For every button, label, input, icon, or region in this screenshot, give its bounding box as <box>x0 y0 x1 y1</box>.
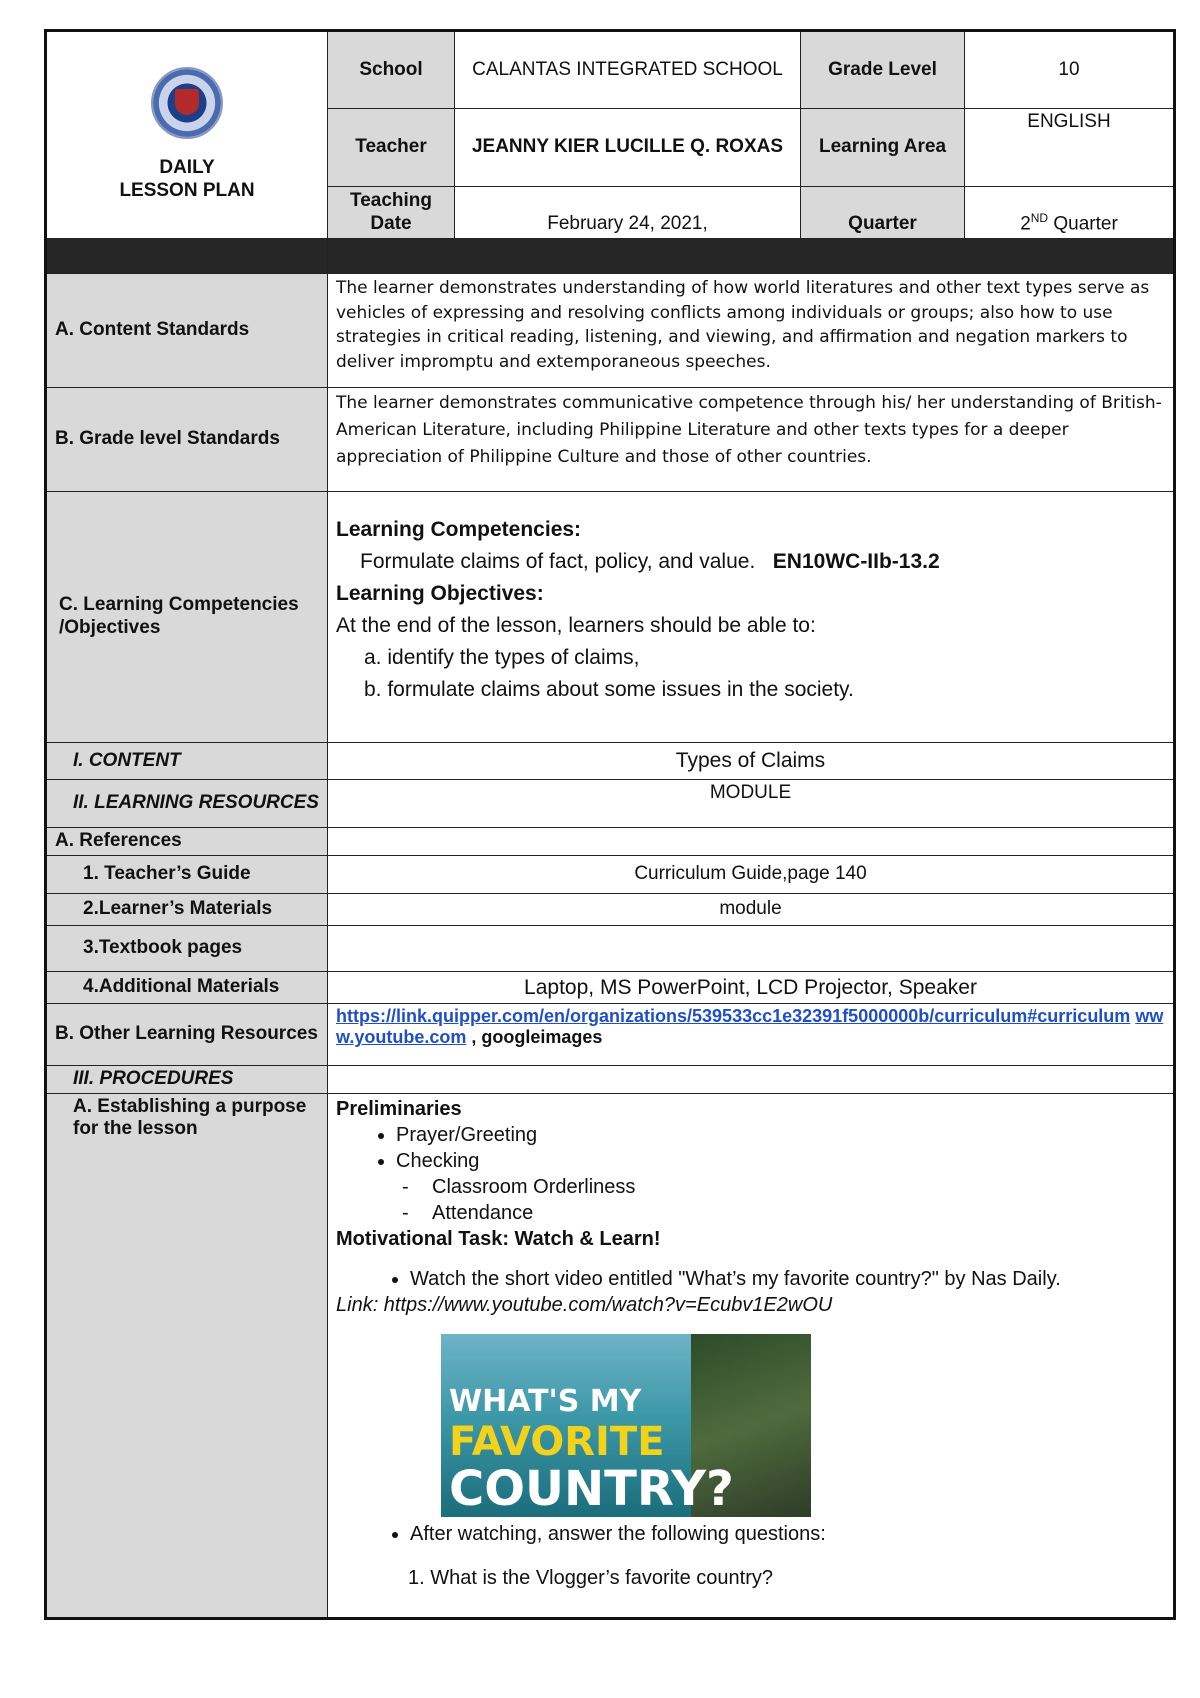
procedures-label: III. PROCEDURES <box>46 1065 328 1093</box>
procedures-value <box>328 1065 1175 1093</box>
content-value: Types of Claims <box>328 743 1175 780</box>
doc-title-line1: DAILY <box>159 157 215 179</box>
teacher-label: Teacher <box>328 109 455 187</box>
checking-list <box>336 1174 1165 1226</box>
other-resources-cell <box>328 1003 1175 1065</box>
after-list <box>336 1521 1165 1547</box>
content-standards-label: A. Content Standards <box>46 274 328 388</box>
date-label: Teaching Date <box>328 187 455 239</box>
grade-value: 10 <box>965 31 1175 109</box>
establishing-purpose-label: A. Establishing a purpose for the lesson <box>46 1093 328 1618</box>
competency-line <box>336 546 1165 578</box>
area-value: ENGLISH <box>965 109 1175 187</box>
preliminaries-list <box>336 1122 1165 1174</box>
objective-item: a. identify the types of claims, <box>364 645 640 669</box>
references-label: A. References <box>46 828 328 856</box>
quarter-label: Quarter <box>801 187 965 239</box>
grade-standards-text: The learner demonstrates communicative competence through his/ her understanding of British-American Literature, including Philippine Literature and other texts types for a deeper appreciation of Philippine Culture and those of other countries. <box>328 388 1175 492</box>
learners-materials-value: module <box>328 893 1175 925</box>
video-link[interactable]: Link: https://www.youtube.com/watch?v=Ecubv1E2wOU <box>336 1293 833 1316</box>
doc-title-line2: LESSON PLAN <box>119 180 255 201</box>
objectives-intro: At the end of the lesson, learners should be able to: <box>336 613 816 637</box>
list-item: • Prayer/Greeting <box>396 1122 1165 1148</box>
watch-list <box>336 1266 1165 1292</box>
list-item: • After watching, answer the following questions: <box>410 1521 1165 1547</box>
content-standards-text: The learner demonstrates understanding of how world literatures and other text types serve as vehicles of expressing and resolving conflicts among individuals or groups; also how to use strategies in critical reading, listening, and viewing, and affirmation and negation markers to deliver impromptu and extemporaneous speeches. <box>328 274 1175 388</box>
area-label: Learning Area <box>801 109 965 187</box>
textbook-pages-value <box>328 925 1175 971</box>
youtube-link[interactable]: www.youtube.com <box>336 1005 1164 1048</box>
quipper-link[interactable]: https://link.quipper.com/en/organizations/539533cc1e32391f5000000b/curriculum#curriculum <box>336 1005 1131 1026</box>
quarter-value <box>965 187 1175 239</box>
objectives-heading: Learning Objectives: <box>336 581 544 605</box>
resources-value: MODULE <box>328 780 1175 828</box>
grade-label: Grade Level <box>801 31 965 109</box>
school-label: School <box>328 31 455 109</box>
content-label: I. CONTENT <box>46 743 328 780</box>
additional-materials-value: Laptop, MS PowerPoint, LCD Projector, Speaker <box>328 971 1175 1003</box>
competencies-cell <box>328 492 1175 743</box>
resources-label: II. LEARNING RESOURCES <box>46 780 328 828</box>
date-value: February 24, 2021, <box>455 187 801 239</box>
quarter-sup: ND <box>1030 210 1049 225</box>
preliminaries-heading: Preliminaries <box>336 1097 462 1120</box>
header-logo-cell <box>46 31 328 239</box>
list-item: • Checking <box>396 1148 1165 1174</box>
dark-divider-row <box>46 239 1175 274</box>
teacher-value: JEANNY KIER LUCILLE Q. ROXAS <box>455 109 801 187</box>
list-item: - Classroom Orderliness <box>432 1174 1165 1200</box>
quarter-word: Quarter <box>1048 213 1118 235</box>
objective-item: b. formulate claims about some issues in the society. <box>364 677 854 701</box>
other-resources-label: B. Other Learning Resources <box>46 1003 328 1065</box>
school-value: CALANTAS INTEGRATED SCHOOL <box>455 31 801 109</box>
references-value <box>328 828 1175 856</box>
textbook-pages-label: 3.Textbook pages <box>46 925 328 971</box>
thumbnail-text-line2: FAVORITE <box>449 1418 665 1465</box>
deped-seal-icon <box>151 67 223 139</box>
thumbnail-text-line1: WHAT'S MY <box>449 1383 642 1419</box>
thumbnail-text-line3: COUNTRY? <box>449 1460 734 1517</box>
quarter-num: 2 <box>1020 213 1031 235</box>
lesson-plan-table <box>44 29 1176 1620</box>
list-item: • Watch the short video entitled "What’s my favorite country?" by Nas Daily. <box>410 1266 1165 1292</box>
video-thumbnail[interactable] <box>441 1334 811 1517</box>
teachers-guide-label: 1. Teacher’s Guide <box>46 855 328 893</box>
learners-materials-label: 2.Learner’s Materials <box>46 893 328 925</box>
teachers-guide-value: Curriculum Guide,page 140 <box>328 855 1175 893</box>
question-1: 1. What is the Vlogger’s favorite country? <box>408 1566 773 1589</box>
competencies-heading: Learning Competencies: <box>336 518 582 541</box>
competency-text: Formulate claims of fact, policy, and value. <box>360 549 756 573</box>
other-resources-tail: , googleimages <box>466 1027 603 1048</box>
competencies-label: C. Learning Competencies /Objectives <box>46 492 328 743</box>
motivational-task-heading: Motivational Task: Watch & Learn! <box>336 1227 661 1250</box>
additional-materials-label: 4.Additional Materials <box>46 971 328 1003</box>
list-item: - Attendance <box>432 1200 1165 1226</box>
grade-standards-label: B. Grade level Standards <box>46 388 328 492</box>
competency-code: EN10WC-IIb-13.2 <box>772 549 940 573</box>
procedures-cell <box>328 1093 1175 1618</box>
